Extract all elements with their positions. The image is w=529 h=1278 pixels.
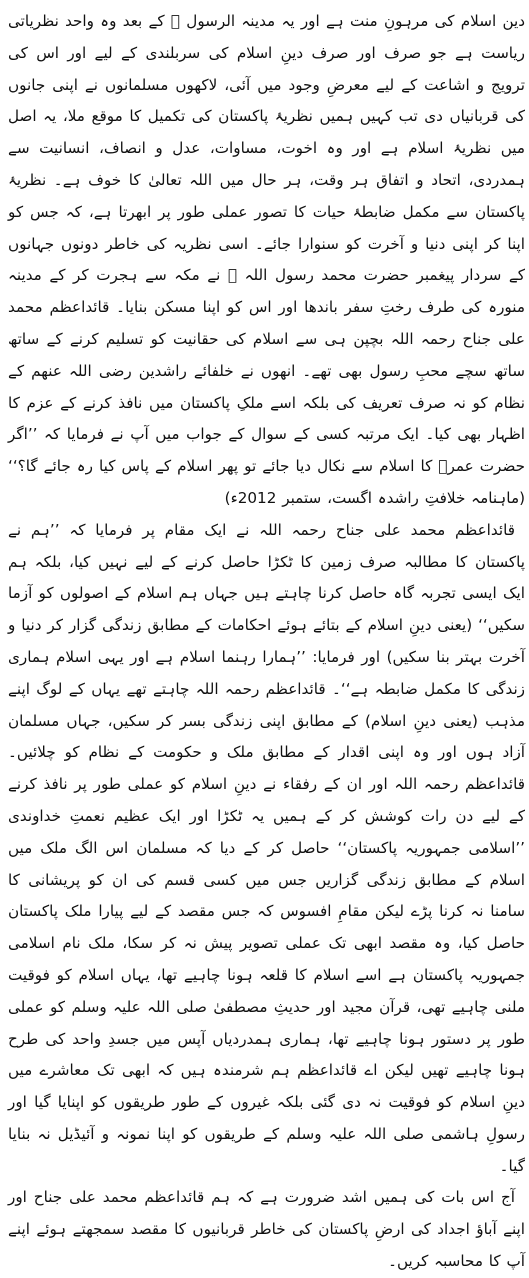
article-paragraph-3: آج اس بات کی ہمیں اشد ضرورت ہے کہ ہم قائداعظم محمد علی جناح اور اپنے آباؤ اجداد کی ارضِ پاکستان کی خاطر قربانیوں کا مقصد سمجھتے ہوئے اپنے آپ کا محاسبہ کریں۔ xyxy=(8,1188,525,1271)
article-paragraph-1: دین اسلام کی مرہونِ منت ہے اور یہ مدینہ الرسول ﷺ کے بعد وہ واحد نظریاتی ریاست ہے جو صرف اور صرف دینِ اسلام کی سربلندی کے لیے اور اس کی ترویج و اشاعت کے لیے معرضِ وجود میں آئی، لاکھوں مسلمانوں نے اپنی جانوں کی قربانیاں دی تب کہیں ہمیں نظریۂ پاکستان کی تکمیل کا موقع ملا، یہ اصل میں نظریۂ اسلام ہے اور وہ اخوت، مساوات، عدل و انصاف، انسانیت سے ہمدردی، اتحاد و اتفاق ہر وقت، ہر حال میں اللہ تعالیٰ کا خوف ہے۔ نظریۂ پاکستان سے مکمل ضابطۂ حیات کا تصور عملی طور پر ابھرتا ہے، کہ جس کو اپنا کر اپنی دنیا و آخرت کو سنوارا جائے۔ اسی نظریہ کی خاطر دونوں جہانوں کے سردار پیغمبر حضرت محمد رسول اللہ ﷺ نے مکہ سے ہجرت کر کے مدینہ منورہ کی طرف رختِ سفر باندھا اور اس کو اپنا مسکن بنایا۔ قائداعظم محمد علی جناح رحمہ اللہ بچپن ہی سے اسلام کی حقانیت کو تسلیم کرنے کے ساتھ ساتھ سچے محبِ رسول بھی تھے۔ انھوں نے خلفائے راشدین رضی اللہ عنھم کے نظام کو نہ صرف تعریف کی بلکہ اسے ملکِ پاکستان میں نافذ کرنے کے عزم کا اظہار بھی کیا۔ ایک مرتبہ کسی کے سوال کے جواب میں آپ نے فرمایا کہ ’’اگر حضرت عمرؓ کا اسلام سے نکال دیا جائے تو پھر اسلام کے پاس کیا رہ جائے گا؟‘‘ (ماہنامہ خلافتِ راشدہ اگست، ستمبر 2012ء) xyxy=(8,12,525,507)
article-paragraph-2: قائداعظم محمد علی جناح رحمہ اللہ نے ایک مقام پر فرمایا کہ ’’ہم نے پاکستان کا مطالبہ صرف زمین کا ٹکڑا حاصل کرنے کے لیے نہیں کیا، بلکہ ہم ایک ایسی تجربہ گاہ حاصل کرنا چاہتے ہیں جہاں ہم اسلام کے اصولوں کو آزما سکیں‘‘ (یعنی دینِ اسلام کے بتائے ہوئے احکامات کے مطابق زندگی گزار کر دنیا و آخرت بہتر بنا سکیں) اور فرمایا: ’’ہمارا رہنما اسلام ہے اور یہی اسلام ہماری زندگی کا مکمل ضابطہ ہے‘‘۔ قائداعظم رحمہ اللہ چاہتے تھے یہاں کے لوگ اپنے مذہب (یعنی دینِ اسلام) کے مطابق اپنی زندگی بسر کر سکیں، جہاں مسلمان آزاد ہوں اور وہ اپنی اقدار کے مطابق ملک و حکومت کے نظام کو چلائیں۔ قائداعظم رحمہ اللہ اور ان کے رفقاء نے دینِ اسلام کو عملی طور پر نافذ کرنے کے لیے دن رات کوشش کر کے ہمیں یہ ٹکڑا اور ایک عظیم نعمتِ خداوندی ’’اسلامی جمہوریہ پاکستان‘‘ حاصل کر کے دیا کہ مسلمان اس الگ ملک میں اسلام کے مطابق زندگی گزاریں جس میں کسی قسم کی ان کو پریشانی کا سامنا نہ کرنا پڑے لیکن مقامِ افسوس کہ جس مقصد کے لیے پیارا ملک پاکستان حاصل کیا، وہ مقصد ابھی تک عملی تصویر پیش نہ کر سکا، ملک نام اسلامی جمہوریہ پاکستان ہے اسے اسلام کا قلعہ ہونا چاہیے تھا، یہاں اسلام کو فوقیت ملنی چاہیے تھی، قرآن مجید اور حدیثِ مصطفیٰ صلی اللہ علیہ وسلم کو عملی طور پر دستور ہونا چاہیے تھا، ہماری ہمدردیاں آپس میں جسدِ واحد کی طرح ہونا چاہیے تھیں لیکن اے قائداعظم ہم شرمندہ ہیں کہ ابھی تک معاشرے میں دینِ اسلام کو فوقیت نہ دی گئی بلکہ غیروں کے طور طریقوں کو اپنایا گیا اور رسولِ ہاشمی صلی اللہ علیہ وسلم کے طریقوں کو اپنا نمونہ و آئیڈیل نہ بنایا گیا۔ xyxy=(8,520,525,1175)
